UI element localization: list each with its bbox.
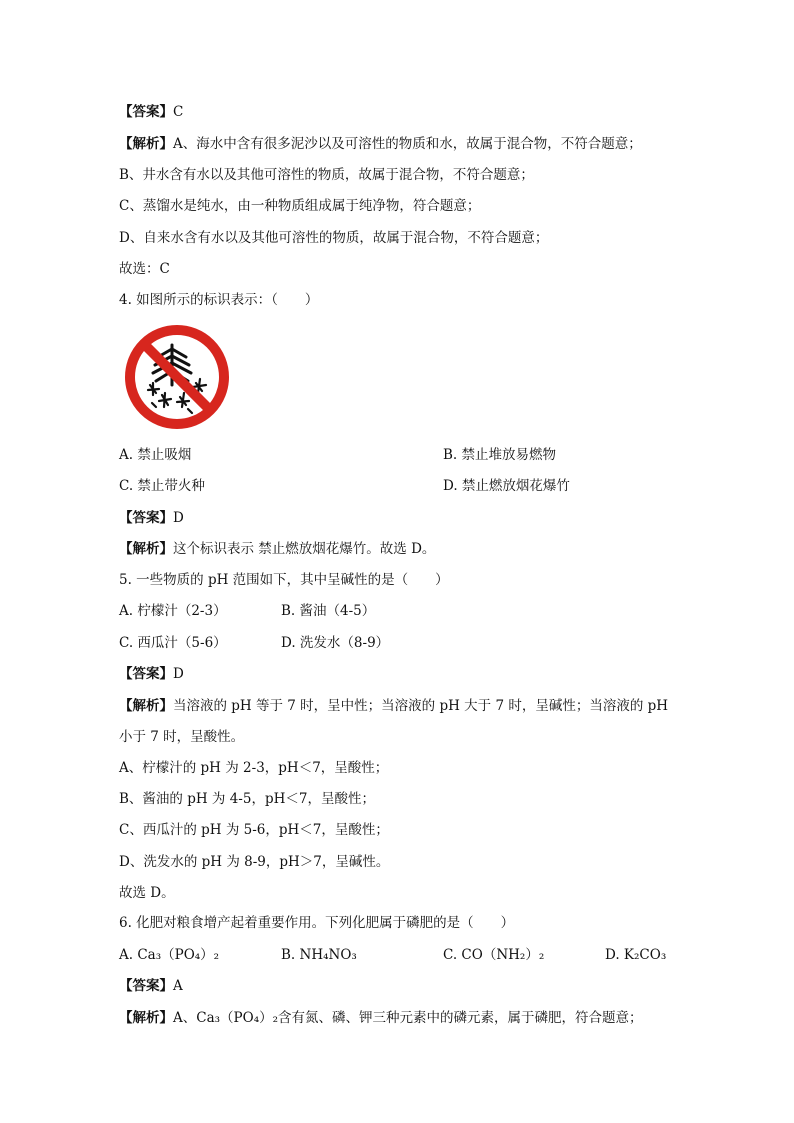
- answer-tag: 【答案】: [119, 666, 173, 682]
- q5-analysis-line: A、柠檬汁的 pH 为 2-3，pH＜7，呈酸性；: [119, 760, 389, 776]
- answer-value: C: [173, 104, 184, 120]
- q6-option-a: A. Ca₃（PO₄）₂: [119, 947, 220, 963]
- q5-analysis-line: 小于 7 时，呈酸性。: [119, 729, 245, 745]
- q3-answer: [119, 103, 183, 121]
- q5-conclusion: 故选 D。: [119, 885, 175, 901]
- q5-option-b: B. 酱油（4-5）: [281, 603, 376, 619]
- q3-conclusion: 故选：C: [119, 261, 170, 277]
- q4-option-b: B. 禁止堆放易燃物: [443, 447, 557, 463]
- q5-analysis-line: D、洗发水的 pH 为 8-9，pH＞7，呈碱性。: [119, 854, 390, 870]
- analysis-tag: 【解析】: [119, 541, 173, 557]
- q4-option-c: C. 禁止带火种: [119, 478, 205, 494]
- q4-analysis: [119, 540, 435, 558]
- analysis-text: A、Ca₃（PO₄）₂含有氮、磷、钾三种元素中的磷元素，属于磷肥，符合题意；: [173, 1010, 643, 1026]
- q3-analysis: [119, 135, 642, 153]
- q3-analysis-line: D、自来水含有水以及其他可溶性的物质，故属于混合物，不符合题意；: [119, 230, 549, 246]
- q6-answer: [119, 977, 183, 995]
- q5-answer: [119, 665, 184, 683]
- analysis-tag: 【解析】: [119, 136, 173, 152]
- q4-stem: 4. 如图所示的标识表示：（ ）: [119, 292, 319, 308]
- q5-analysis: [119, 697, 668, 715]
- q5-analysis-line: C、西瓜汁的 pH 为 5-6，pH＜7，呈酸性；: [119, 822, 389, 838]
- answer-tag: 【答案】: [119, 104, 173, 120]
- q6-analysis: [119, 1009, 643, 1027]
- q5-stem: 5. 一些物质的 pH 范围如下，其中呈碱性的是（ ）: [119, 572, 449, 588]
- analysis-text: A、海水中含有很多泥沙以及可溶性的物质和水，故属于混合物，不符合题意；: [173, 136, 642, 152]
- analysis-text: 当溶液的 pH 等于 7 时，呈中性；当溶液的 pH 大于 7 时，呈碱性；当溶液的 pH: [173, 698, 669, 714]
- q6-option-b: B. NH₄NO₃: [281, 947, 357, 963]
- q5-option-c: C. 西瓜汁（5-6）: [119, 635, 227, 651]
- q3-analysis-line: B、井水含有水以及其他可溶性的物质，故属于混合物，不符合题意；: [119, 167, 534, 183]
- answer-value: A: [173, 978, 183, 994]
- q5-analysis-line: B、酱油的 pH 为 4-5，pH＜7，呈酸性；: [119, 791, 375, 807]
- no-fireworks-sign-icon: [122, 323, 232, 431]
- q6-stem: 6. 化肥对粮食增产起着重要作用。下列化肥属于磷肥的是（ ）: [119, 915, 515, 931]
- q4-option-a: A. 禁止吸烟: [119, 447, 192, 463]
- q5-option-a: A. 柠檬汁（2-3）: [119, 603, 227, 619]
- q6-option-c: C. CO（NH₂）₂: [443, 947, 545, 963]
- q3-analysis-line: C、蒸馏水是纯水，由一种物质组成属于纯净物，符合题意；: [119, 198, 481, 214]
- analysis-tag: 【解析】: [119, 698, 173, 714]
- q4-answer: [119, 509, 184, 527]
- answer-tag: 【答案】: [119, 510, 173, 526]
- q4-option-d: D. 禁止燃放烟花爆竹: [443, 478, 570, 494]
- analysis-text: 这个标识表示 禁止燃放烟花爆竹。故选 D。: [173, 541, 436, 557]
- analysis-tag: 【解析】: [119, 1010, 173, 1026]
- answer-value: D: [173, 666, 184, 682]
- q5-option-d: D. 洗发水（8-9）: [281, 635, 390, 651]
- answer-value: D: [173, 510, 184, 526]
- answer-tag: 【答案】: [119, 978, 173, 994]
- q6-option-d: D. K₂CO₃: [605, 947, 667, 963]
